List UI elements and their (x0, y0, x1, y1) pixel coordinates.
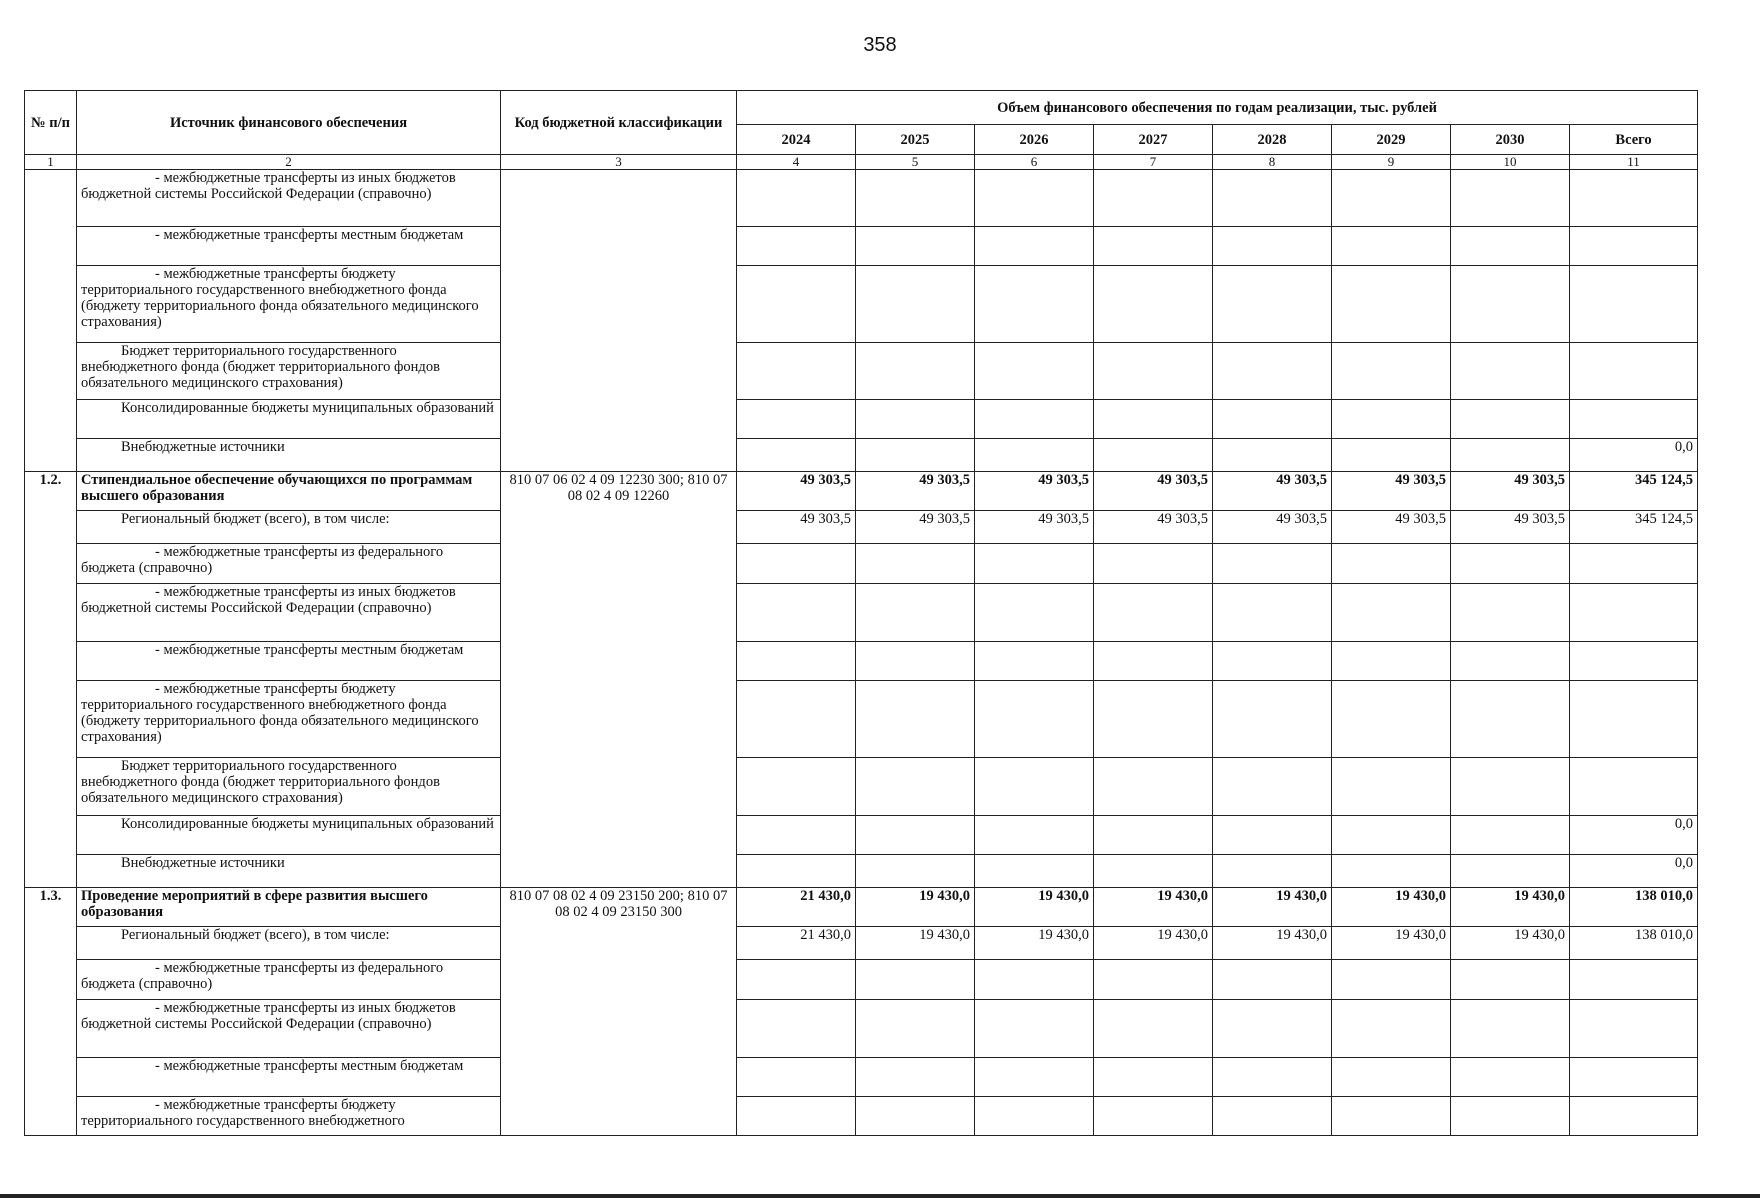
year-value-cell (856, 1000, 975, 1058)
table-row (25, 170, 1698, 227)
year-value-cell (737, 816, 856, 855)
table-row (25, 758, 1698, 816)
table-row (25, 266, 1698, 343)
section-number (25, 170, 77, 472)
total-value-cell (1570, 266, 1698, 343)
year-value-cell (1213, 1058, 1332, 1097)
total-value-cell (1570, 544, 1698, 584)
year-value-cell (975, 1000, 1094, 1058)
year-value-cell (1451, 758, 1570, 816)
year-value-cell (737, 584, 856, 642)
year-value-cell (856, 816, 975, 855)
total-value-cell: 345 124,5 (1570, 472, 1698, 511)
year-value-cell (737, 1058, 856, 1097)
year-value-cell (1332, 1097, 1451, 1136)
source-cell: - межбюджетные трансферты местным бюджетам (77, 642, 501, 681)
total-value-cell (1570, 584, 1698, 642)
year-value-cell (1213, 227, 1332, 266)
year-value-cell (1451, 584, 1570, 642)
year-value-cell (1094, 1058, 1213, 1097)
year-value-cell: 19 430,0 (1094, 888, 1213, 927)
year-value-cell (1094, 855, 1213, 888)
year-value-cell (737, 681, 856, 758)
table-row (25, 1097, 1698, 1136)
table-row (25, 1058, 1698, 1097)
budget-code-cell: 810 07 08 02 4 09 23150 200; 810 07 08 02 4 09 23150 300 (501, 888, 737, 1136)
column-numbers-row (25, 155, 1698, 170)
source-cell: Региональный бюджет (всего), в том числе: (77, 927, 501, 960)
year-value-cell (975, 544, 1094, 584)
year-value-cell (1332, 642, 1451, 681)
year-value-cell: 19 430,0 (975, 888, 1094, 927)
header-year: 2030 (1451, 125, 1570, 155)
year-value-cell: 49 303,5 (1213, 511, 1332, 544)
column-number: 2 (77, 155, 501, 170)
year-value-cell (737, 855, 856, 888)
year-value-cell (1094, 960, 1213, 1000)
year-value-cell: 21 430,0 (737, 927, 856, 960)
year-value-cell: 49 303,5 (1332, 472, 1451, 511)
year-value-cell (975, 266, 1094, 343)
header-year: 2026 (975, 125, 1094, 155)
year-value-cell (1332, 170, 1451, 227)
year-value-cell (1213, 170, 1332, 227)
year-value-cell (737, 960, 856, 1000)
total-value-cell (1570, 343, 1698, 400)
year-value-cell (975, 343, 1094, 400)
column-number: 11 (1570, 155, 1698, 170)
year-value-cell (737, 170, 856, 227)
year-value-cell: 49 303,5 (975, 511, 1094, 544)
year-value-cell (856, 1097, 975, 1136)
column-number: 4 (737, 155, 856, 170)
year-value-cell (1332, 400, 1451, 439)
year-value-cell: 21 430,0 (737, 888, 856, 927)
total-value-cell: 0,0 (1570, 439, 1698, 472)
year-value-cell (1094, 1000, 1213, 1058)
year-value-cell (856, 343, 975, 400)
year-value-cell (737, 227, 856, 266)
table-row (25, 544, 1698, 584)
year-value-cell (856, 758, 975, 816)
year-value-cell (975, 960, 1094, 1000)
year-value-cell (975, 227, 1094, 266)
table-row (25, 681, 1698, 758)
source-cell: - межбюджетные трансферты из иных бюджетов бюджетной системы Российской Федерации (справочно) (77, 170, 501, 227)
year-value-cell: 49 303,5 (1213, 472, 1332, 511)
header-year: 2027 (1094, 125, 1213, 155)
total-value-cell (1570, 681, 1698, 758)
year-value-cell: 49 303,5 (856, 472, 975, 511)
year-value-cell (856, 1058, 975, 1097)
year-value-cell (737, 1000, 856, 1058)
year-value-cell (1332, 584, 1451, 642)
year-value-cell (1451, 1000, 1570, 1058)
year-value-cell (1094, 758, 1213, 816)
year-value-cell (975, 1058, 1094, 1097)
year-value-cell: 19 430,0 (856, 888, 975, 927)
header-source: Источник финансового обеспечения (77, 91, 501, 155)
year-value-cell (1451, 400, 1570, 439)
table-row (25, 227, 1698, 266)
year-value-cell (1094, 170, 1213, 227)
year-value-cell: 19 430,0 (975, 927, 1094, 960)
column-number: 9 (1332, 155, 1451, 170)
table-row (25, 927, 1698, 960)
total-value-cell (1570, 642, 1698, 681)
page-number: 358 (863, 34, 897, 56)
total-value-cell (1570, 1097, 1698, 1136)
source-cell: Бюджет территориального государственного внебюджетного фонда (бюджет территориального фондов обязательного медицинского страхования) (77, 758, 501, 816)
year-value-cell (1451, 544, 1570, 584)
year-value-cell (856, 227, 975, 266)
table-row (25, 400, 1698, 439)
year-value-cell (1332, 266, 1451, 343)
column-number: 3 (501, 155, 737, 170)
year-value-cell (1332, 439, 1451, 472)
column-number: 1 (25, 155, 77, 170)
year-value-cell (1451, 960, 1570, 1000)
year-value-cell (1451, 170, 1570, 227)
year-value-cell (1332, 816, 1451, 855)
year-value-cell (1094, 343, 1213, 400)
year-value-cell (1451, 855, 1570, 888)
year-value-cell (1094, 816, 1213, 855)
year-value-cell (975, 816, 1094, 855)
year-value-cell: 49 303,5 (1451, 511, 1570, 544)
year-value-cell (1451, 1058, 1570, 1097)
source-cell: - межбюджетные трансферты бюджету территориального государственного внебюджетного фонда (бюджету территориального фонда обязательного медицинского страхования) (77, 681, 501, 758)
year-value-cell (1094, 227, 1213, 266)
year-value-cell (1332, 227, 1451, 266)
year-value-cell (856, 400, 975, 439)
source-cell: - межбюджетные трансферты из иных бюджетов бюджетной системы Российской Федерации (справочно) (77, 584, 501, 642)
year-value-cell (1094, 642, 1213, 681)
table-row (25, 439, 1698, 472)
year-value-cell (975, 400, 1094, 439)
header-total: Всего (1570, 125, 1698, 155)
year-value-cell: 49 303,5 (737, 472, 856, 511)
source-cell: Консолидированные бюджеты муниципальных образований (77, 816, 501, 855)
year-value-cell (1094, 439, 1213, 472)
table-row (25, 1000, 1698, 1058)
year-value-cell (737, 642, 856, 681)
year-value-cell (1451, 681, 1570, 758)
year-value-cell (1332, 1000, 1451, 1058)
year-value-cell: 19 430,0 (1332, 927, 1451, 960)
year-value-cell: 19 430,0 (1213, 888, 1332, 927)
year-value-cell: 49 303,5 (1451, 472, 1570, 511)
year-value-cell (975, 642, 1094, 681)
source-cell: Региональный бюджет (всего), в том числе: (77, 511, 501, 544)
year-value-cell: 19 430,0 (1213, 927, 1332, 960)
total-value-cell: 138 010,0 (1570, 927, 1698, 960)
year-value-cell: 19 430,0 (856, 927, 975, 960)
total-value-cell: 345 124,5 (1570, 511, 1698, 544)
column-number: 6 (975, 155, 1094, 170)
table-row (25, 584, 1698, 642)
year-value-cell (1094, 266, 1213, 343)
year-value-cell (1451, 343, 1570, 400)
total-value-cell (1570, 1058, 1698, 1097)
year-value-cell (1213, 758, 1332, 816)
financing-table (24, 90, 1698, 1136)
source-cell: - межбюджетные трансферты местным бюджетам (77, 1058, 501, 1097)
source-cell: Проведение мероприятий в сфере развития высшего образования (77, 888, 501, 927)
column-number: 7 (1094, 155, 1213, 170)
year-value-cell (856, 855, 975, 888)
source-cell: Бюджет территориального государственного внебюджетного фонда (бюджет территориального фондов обязательного медицинского страхования) (77, 343, 501, 400)
year-value-cell (1094, 584, 1213, 642)
year-value-cell: 19 430,0 (1451, 927, 1570, 960)
year-value-cell: 49 303,5 (856, 511, 975, 544)
year-value-cell (1332, 855, 1451, 888)
year-value-cell (1213, 400, 1332, 439)
header-kbk: Код бюджетной классификации (501, 91, 737, 155)
year-value-cell: 49 303,5 (1332, 511, 1451, 544)
year-value-cell (856, 544, 975, 584)
year-value-cell (975, 439, 1094, 472)
bottom-rule (0, 1194, 1760, 1198)
year-value-cell: 19 430,0 (1332, 888, 1451, 927)
header-year: 2028 (1213, 125, 1332, 155)
header-year: 2025 (856, 125, 975, 155)
year-value-cell (737, 400, 856, 439)
table-row (25, 343, 1698, 400)
year-value-cell (975, 855, 1094, 888)
table-row (25, 855, 1698, 888)
year-value-cell (975, 681, 1094, 758)
total-value-cell (1570, 400, 1698, 439)
year-value-cell: 49 303,5 (1094, 511, 1213, 544)
total-value-cell: 0,0 (1570, 855, 1698, 888)
year-value-cell (1451, 266, 1570, 343)
year-value-cell (1332, 1058, 1451, 1097)
source-cell: - межбюджетные трансферты бюджету территориального государственного внебюджетного (77, 1097, 501, 1136)
source-cell: - межбюджетные трансферты бюджету территориального государственного внебюджетного фонда (бюджету территориального фонда обязательного медицинского страхования) (77, 266, 501, 343)
total-value-cell (1570, 960, 1698, 1000)
source-cell: Стипендиальное обеспечение обучающихся по программам высшего образования (77, 472, 501, 511)
year-value-cell (975, 170, 1094, 227)
total-value-cell: 138 010,0 (1570, 888, 1698, 927)
year-value-cell (737, 266, 856, 343)
column-number: 8 (1213, 155, 1332, 170)
header-volume: Объем финансового обеспечения по годам реализации, тыс. рублей (737, 91, 1698, 125)
year-value-cell (856, 681, 975, 758)
table-row (25, 642, 1698, 681)
year-value-cell (1213, 544, 1332, 584)
source-cell: Консолидированные бюджеты муниципальных образований (77, 400, 501, 439)
source-cell: Внебюджетные источники (77, 855, 501, 888)
year-value-cell (1451, 816, 1570, 855)
year-value-cell (1332, 758, 1451, 816)
source-cell: - межбюджетные трансферты из федерального бюджета (справочно) (77, 544, 501, 584)
year-value-cell (1213, 343, 1332, 400)
total-value-cell (1570, 227, 1698, 266)
year-value-cell (737, 439, 856, 472)
year-value-cell (1213, 439, 1332, 472)
section-number: 1.3. (25, 888, 77, 1136)
source-cell: Внебюджетные источники (77, 439, 501, 472)
year-value-cell (856, 266, 975, 343)
total-value-cell: 0,0 (1570, 816, 1698, 855)
year-value-cell: 49 303,5 (1094, 472, 1213, 511)
year-value-cell: 19 430,0 (1451, 888, 1570, 927)
year-value-cell (1213, 855, 1332, 888)
header-no: № п/п (25, 91, 77, 155)
year-value-cell (856, 960, 975, 1000)
section-number: 1.2. (25, 472, 77, 888)
total-value-cell (1570, 170, 1698, 227)
year-value-cell (1213, 584, 1332, 642)
year-value-cell: 49 303,5 (975, 472, 1094, 511)
year-value-cell (1332, 681, 1451, 758)
year-value-cell (737, 544, 856, 584)
total-value-cell (1570, 758, 1698, 816)
column-number: 10 (1451, 155, 1570, 170)
year-value-cell (975, 584, 1094, 642)
header-year: 2024 (737, 125, 856, 155)
table-row (25, 511, 1698, 544)
year-value-cell (856, 170, 975, 227)
year-value-cell (1094, 1097, 1213, 1136)
year-value-cell (1332, 544, 1451, 584)
table-row (25, 816, 1698, 855)
column-number: 5 (856, 155, 975, 170)
year-value-cell (1332, 960, 1451, 1000)
year-value-cell (1213, 816, 1332, 855)
year-value-cell (737, 758, 856, 816)
year-value-cell (975, 758, 1094, 816)
year-value-cell: 19 430,0 (1094, 927, 1213, 960)
source-cell: - межбюджетные трансферты из федерального бюджета (справочно) (77, 960, 501, 1000)
year-value-cell (737, 343, 856, 400)
year-value-cell (1332, 343, 1451, 400)
table-row (25, 888, 1698, 927)
year-value-cell: 49 303,5 (737, 511, 856, 544)
year-value-cell (975, 1097, 1094, 1136)
year-value-cell (1451, 439, 1570, 472)
year-value-cell (1451, 227, 1570, 266)
year-value-cell (856, 642, 975, 681)
table-row (25, 472, 1698, 511)
year-value-cell (1213, 642, 1332, 681)
year-value-cell (1094, 544, 1213, 584)
year-value-cell (1451, 1097, 1570, 1136)
year-value-cell (856, 584, 975, 642)
table-row (25, 960, 1698, 1000)
budget-code-cell: 810 07 06 02 4 09 12230 300; 810 07 08 02 4 09 12260 (501, 472, 737, 888)
year-value-cell (1213, 960, 1332, 1000)
year-value-cell (1213, 266, 1332, 343)
year-value-cell (1213, 681, 1332, 758)
header-year: 2029 (1332, 125, 1451, 155)
year-value-cell (737, 1097, 856, 1136)
table-body (25, 170, 1698, 1136)
year-value-cell (1213, 1000, 1332, 1058)
year-value-cell (1094, 681, 1213, 758)
source-cell: - межбюджетные трансферты местным бюджетам (77, 227, 501, 266)
year-value-cell (856, 439, 975, 472)
total-value-cell (1570, 1000, 1698, 1058)
year-value-cell (1213, 1097, 1332, 1136)
source-cell: - межбюджетные трансферты из иных бюджетов бюджетной системы Российской Федерации (справочно) (77, 1000, 501, 1058)
year-value-cell (1094, 400, 1213, 439)
year-value-cell (1451, 642, 1570, 681)
budget-code-cell (501, 170, 737, 472)
